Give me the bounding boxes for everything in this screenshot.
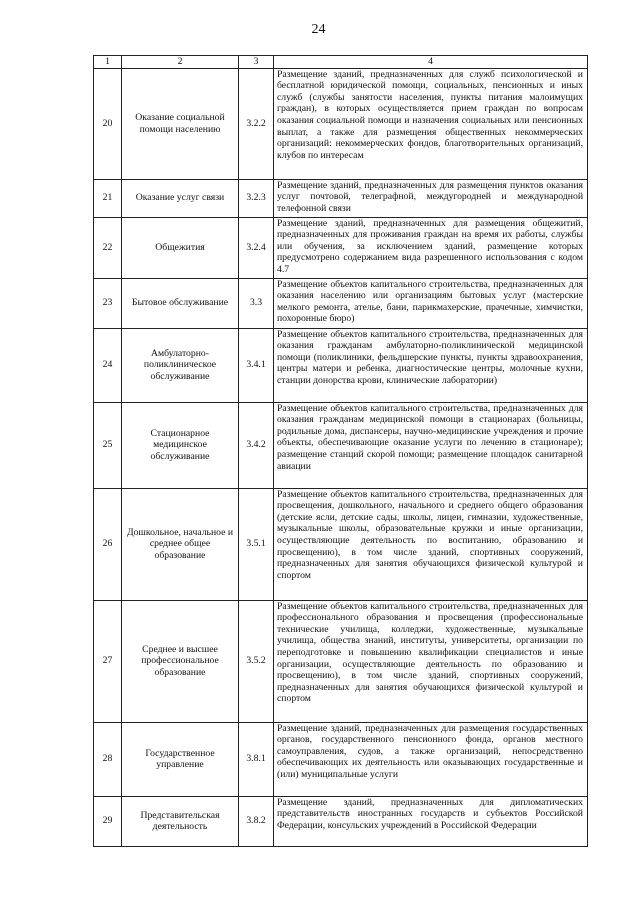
use-type-description: Размещение зданий, предназначенных для размещения пунктов оказания услуг почтовой, телеграфной, междугородней и международной телефонной связи <box>274 179 588 217</box>
use-type-code: 3.8.1 <box>239 722 274 796</box>
header-col-4: 4 <box>274 56 588 69</box>
use-type-code: 3.5.1 <box>239 488 274 600</box>
use-type-code: 3.5.2 <box>239 600 274 722</box>
table-row <box>94 722 588 796</box>
table-row <box>94 600 588 722</box>
use-type-description: Размещение объектов капитального строительства, предназначенных для профессионального образования и просвещения (профессиональные технические училища, колледжи, художественные, музыкальные училища, общества знаний, институты, университеты, организации по переподготовке и повышению квалификации специалистов и иные организации, осуществляющие деятельность по образованию и просвещению), в том числе зданий, спортивных сооружений, предназначенных для занятия обучающихся физической культурой и спортом <box>274 600 588 722</box>
use-type-description: Размещение зданий, предназначенных для размещения общежитий, предназначенных для проживания граждан на время их работы, службы или обучения, за исключением зданий, размещение которых предусмотрено содержанием вида разрешенного использования с кодом 4.7 <box>274 217 588 278</box>
use-type-description: Размещение зданий, предназначенных для дипломатических представительств иностранных государств и субъектов Российской Федерации, консульских учреждений в Российской Федерации <box>274 796 588 846</box>
table-row <box>94 488 588 600</box>
table-row <box>94 179 588 217</box>
header-col-2: 2 <box>122 56 239 69</box>
use-type-description: Размещение зданий, предназначенных для размещения государственных органов, государственного пенсионного фонда, органов местного самоуправления, судов, а также организаций, непосредственно обеспечивающих их деятельность или оказывающих государственные и (или) муниципальные услуги <box>274 722 588 796</box>
land-use-table <box>93 55 588 847</box>
header-col-1: 1 <box>94 56 122 69</box>
use-type-name: Дошкольное, начальное и среднее общее образование <box>122 488 239 600</box>
row-number: 23 <box>94 278 122 328</box>
row-number: 29 <box>94 796 122 846</box>
use-type-code: 3.2.3 <box>239 179 274 217</box>
use-type-code: 3.4.1 <box>239 328 274 402</box>
table-row <box>94 328 588 402</box>
use-type-description: Размещение объектов капитального строительства, предназначенных для оказания гражданам медицинской помощи в стационарах (больницы, родильные дома, диспансеры, научно-медицинские учреждения и прочие объекты, обеспечивающие оказание услуги по лечению в стационаре); размещение станций скорой помощи; размещение площадок санитарной авиации <box>274 402 588 488</box>
row-number: 26 <box>94 488 122 600</box>
use-type-name: Представительская деятельность <box>122 796 239 846</box>
row-number: 28 <box>94 722 122 796</box>
use-type-name: Оказание социальной помощи населению <box>122 68 239 179</box>
use-type-description: Размещение объектов капитального строительства, предназначенных для оказания гражданам амбулаторно-поликлинической медицинской помощи (поликлиники, фельдшерские пункты, пункты здравоохранения, центры матери и ребенка, диагностические центры, молочные кухни, станции донорства крови, клинические лаборатории) <box>274 328 588 402</box>
use-type-name: Амбулаторно-поликлиническое обслуживание <box>122 328 239 402</box>
use-type-name: Бытовое обслуживание <box>122 278 239 328</box>
use-type-name: Общежития <box>122 217 239 278</box>
use-type-code: 3.2.4 <box>239 217 274 278</box>
row-number: 22 <box>94 217 122 278</box>
table-row <box>94 278 588 328</box>
use-type-description: Размещение объектов капитального строительства, предназначенных для просвещения, дошкольного, начального и среднего общего образования (детские ясли, детские сады, школы, лицеи, гимназии, художественные, музыкальные школы, образовательные кружки и иные организации, осуществляющие деятельность по воспитанию, образованию и просвещению), в том числе зданий, спортивных сооружений, предназначенных для занятия обучающихся физической культурой и спортом <box>274 488 588 600</box>
use-type-code: 3.2.2 <box>239 68 274 179</box>
table-row <box>94 796 588 846</box>
use-type-name: Государственное управление <box>122 722 239 796</box>
use-type-code: 3.8.2 <box>239 796 274 846</box>
use-type-name: Среднее и высшее профессиональное образование <box>122 600 239 722</box>
row-number: 21 <box>94 179 122 217</box>
table-header-row <box>94 56 588 69</box>
use-type-description: Размещение зданий, предназначенных для служб психологической и бесплатной юридической помощи, социальных, пенсионных и иных служб (службы занятости населения, пункты питания малоимущих граждан), в которых осуществляется прием граждан по вопросам оказания социальной помощи и назначения социальных или пенсионных выплат, а также для размещения общественных некоммерческих организаций: некоммерческих фондов, благотворительных организаций, клубов по интересам <box>274 68 588 179</box>
table-row <box>94 68 588 179</box>
table-row <box>94 402 588 488</box>
row-number: 20 <box>94 68 122 179</box>
row-number: 24 <box>94 328 122 402</box>
use-type-description: Размещение объектов капитального строительства, предназначенных для оказания населению или организациям бытовых услуг (мастерские мелкого ремонта, ателье, бани, парикмахерские, прачечные, химчистки, похоронные бюро) <box>274 278 588 328</box>
use-type-code: 3.4.2 <box>239 402 274 488</box>
use-type-name: Стационарное медицинское обслуживание <box>122 402 239 488</box>
table-row <box>94 217 588 278</box>
header-col-3: 3 <box>239 56 274 69</box>
use-type-name: Оказание услуг связи <box>122 179 239 217</box>
use-type-code: 3.3 <box>239 278 274 328</box>
row-number: 27 <box>94 600 122 722</box>
page-number: 24 <box>311 22 326 37</box>
row-number: 25 <box>94 402 122 488</box>
